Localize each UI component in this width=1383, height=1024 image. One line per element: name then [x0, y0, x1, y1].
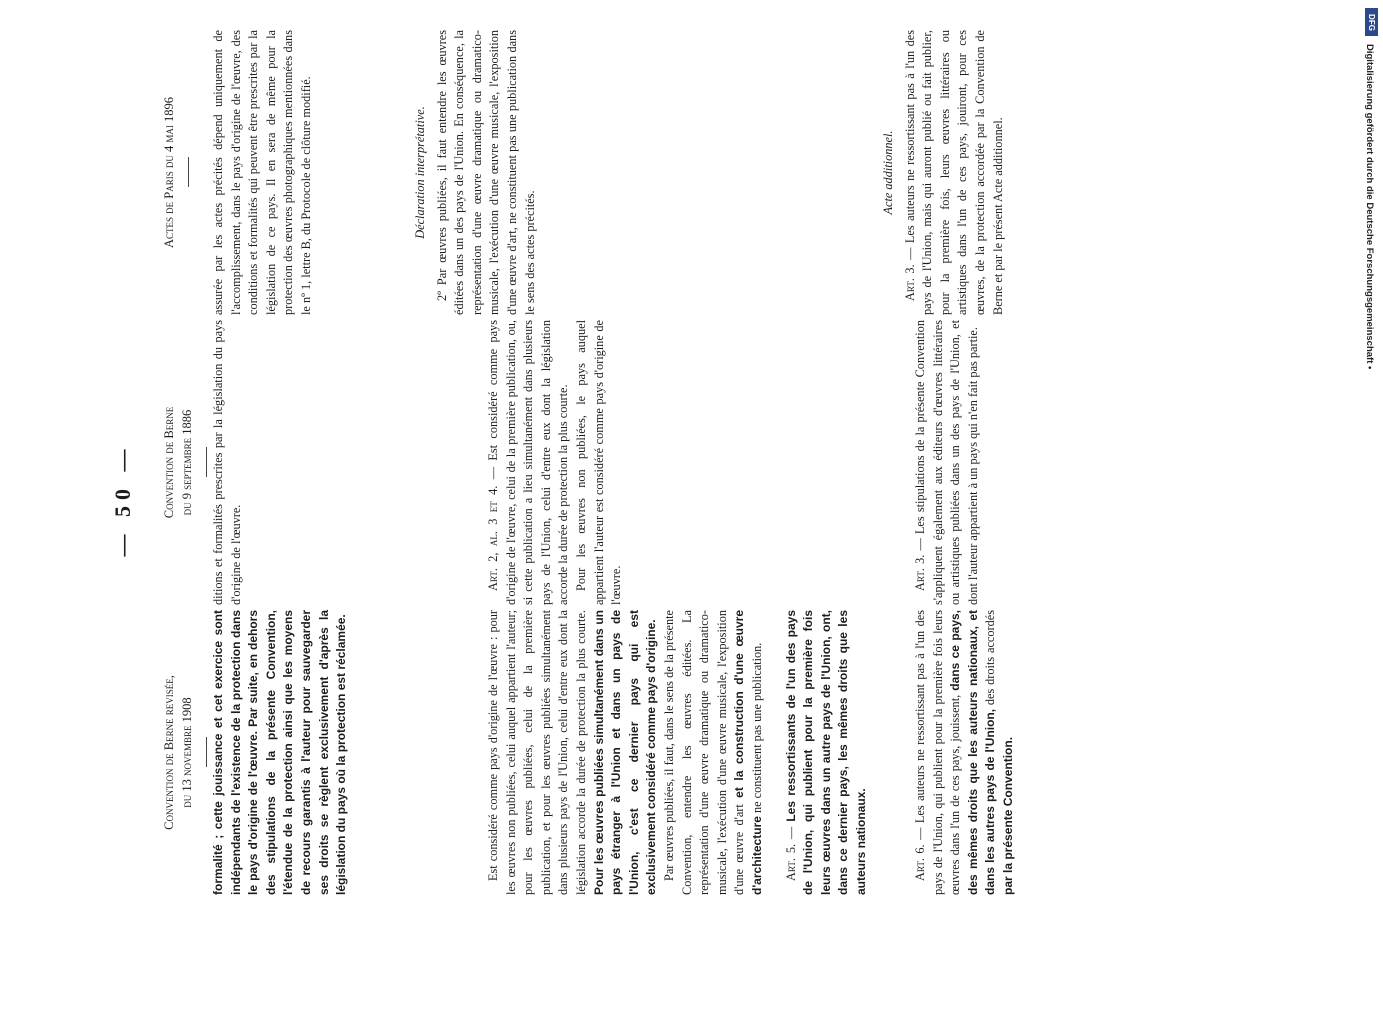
row2-col3	[412, 30, 539, 315]
article-label: Art. 2, al. 3 et 4. —	[486, 467, 500, 591]
paragraph: assurée par les actes précités dépend uniquement de l'accomplissement, dans le pays d'origine de l'œuvre, des conditions et formalités qui peuvent être prescrites par la législation de ce pays. Il en sera de même pour la protection des œuvres photographiques mentionnées dans le nº 1, lettre B, du Protocole de clôture modifié.	[211, 30, 313, 315]
digitization-credit	[1363, 44, 1377, 1024]
paragraph	[783, 610, 871, 895]
row2-col2	[485, 320, 626, 605]
row3-col3	[880, 30, 1007, 315]
section-title: Acte additionnel.	[881, 130, 895, 215]
text: Les stipulations de la présente Convention s'appliquent également aux éditeurs d'œuvres littéraires ou artistiques publiées dans un des pays de l'Union, et dont l'auteur appartient à un pays qui n'en fait pas partie.	[913, 320, 980, 605]
paragraph: 2º Par œuvres publiées, il faut entendre les œuvres éditées dans un des pays de l'Union. En conséquence, la représentation d'une œuvre dramatique ou dramatico-musicale, l'exécution d'une œuvre musicale, l'exposition d'une œuvre d'art, ne constituent pas une publication dans le sens des actes précités.	[434, 30, 537, 315]
heading-title: Convention de Berne revisée,	[162, 675, 176, 830]
column-heading	[160, 320, 196, 605]
row2-col1	[485, 610, 870, 895]
page-number: — 50 —	[110, 443, 135, 557]
text: Est considéré comme pays d'origine de l'œuvre, celui de la première publication, ou, si cette publication a lieu simultanément dans plusieurs pays de l'Union, celui d'entre eux dont la législation accorde la durée de protection la plus courte.	[486, 320, 571, 605]
text: Est considéré comme pays d'origine de l'œuvre : pour les œuvres non publiées, celui auquel appartient l'auteur; pour les œuvres publiées, celui de la première publication, et pour les œuvres publiées simultanément dans plusieurs pays de l'Union, celui d'entre eux dont la législation accorde la durée de protection la plus courte.	[486, 610, 588, 895]
heading-title: Actes de Paris du 4 mai 1896	[162, 97, 176, 248]
paragraph	[485, 320, 573, 605]
logo-text: DFG	[1367, 13, 1377, 31]
paragraph: ditions et formalités prescrites par la législation du pays d'origine de l'œuvre.	[211, 320, 243, 605]
text: Par œuvres publiées, il faut, dans le sens de la présente Convention, entendre les œuvres éditées. La représentation d'une œuvre dramatique ou dramatico-musicale, l'exécution d'une œuvre musicale, l'exposition d'une œuvre d'art	[661, 610, 747, 895]
paragraph: Pour les œuvres non publiées, le pays auquel appartient l'auteur est considéré comme pays d'origine de l'œuvre.	[573, 320, 624, 605]
text: ne constituent pas une publication.	[749, 642, 764, 814]
heading-rule	[206, 448, 207, 478]
text: Les auteurs ne ressortissant pas à l'un des pays de l'Union, qui publient pour la première fois leurs œuvres dans l'un de ces pays, jouissent,	[913, 609, 963, 895]
text: des droits accordés	[983, 610, 998, 706]
column-heading	[160, 610, 196, 895]
section-title: Déclaration interprétative.	[413, 106, 427, 239]
heading-rule	[188, 158, 189, 188]
row1-col3	[210, 30, 316, 315]
column-1896	[160, 30, 201, 315]
paragraph: formalité ; cette jouissance et cet exercice sont indépendants de l'existence de la protection dans le pays d'origine de l'œuvre. Par suite, en dehors des stipulations de la présente Convention, l'étendue de la protection ainsi que les moyens de recours garantis à l'auteur pour sauvegarder ses droits se règlent exclusivement d'après la législation du pays où la protection est réclamée.	[211, 610, 349, 895]
row1-col2	[210, 320, 245, 605]
bold-text: et la construction d'une œuvre d'architecture	[732, 609, 764, 895]
heading-date: du 13 novembre 1908	[180, 697, 194, 808]
row3-col2	[912, 320, 982, 605]
article-label: Art. 6. —	[913, 827, 927, 881]
article-label: Art. 5. —	[783, 826, 798, 881]
bold-text: par la présente Convention.	[1000, 736, 1015, 895]
article-label: Art. 3. —	[913, 538, 927, 591]
paragraph	[485, 610, 661, 895]
heading-date: du 9 septembre 1886	[180, 409, 194, 516]
bold-text: Pour les œuvres publiées simultanément dans un pays étranger à l'Union et dans un pays de l'Union, c'est ce dernier pays qui est exclusivement considéré comme pays d'origine.	[591, 610, 659, 895]
bold-text: dans ce pays, des mêmes droits que les auteurs nationaux, et dans les autres pays de l'Union,	[948, 609, 998, 895]
paragraph	[912, 320, 982, 605]
paragraph	[902, 30, 1008, 315]
bold-text: Les ressortissants de l'un des pays de l'Union, qui publient pour la première fois leurs œuvres dans un autre pays de l'Union, ont, dans ce dernier pays, les mêmes droits que les auteurs nationaux.	[783, 609, 868, 895]
row3-col1	[912, 610, 1018, 895]
column-heading	[160, 30, 178, 315]
heading-rule	[206, 738, 207, 768]
dfg-logo	[1365, 8, 1378, 36]
article-label: Art. 3. —	[902, 247, 917, 301]
row1-col1	[210, 610, 351, 895]
credit-text: Digitalisierung gefördert durch die Deutsche Forschungsgemeinschaft •	[1364, 44, 1375, 370]
heading-title: Convention de Berne	[162, 406, 176, 519]
text: Les auteurs ne ressortissant pas à l'un des pays de l'Union, mais qui auront publié ou fait publier, pour la première fois, leurs œuvres littéraires ou artistiques dans l'un de ces pays, jouiront, pour ces œuvres, de la protection accordée par la Convention de Berne et par le présent Acte additionnel.	[902, 29, 1005, 315]
paragraph	[912, 610, 1018, 895]
paragraph	[661, 610, 767, 895]
